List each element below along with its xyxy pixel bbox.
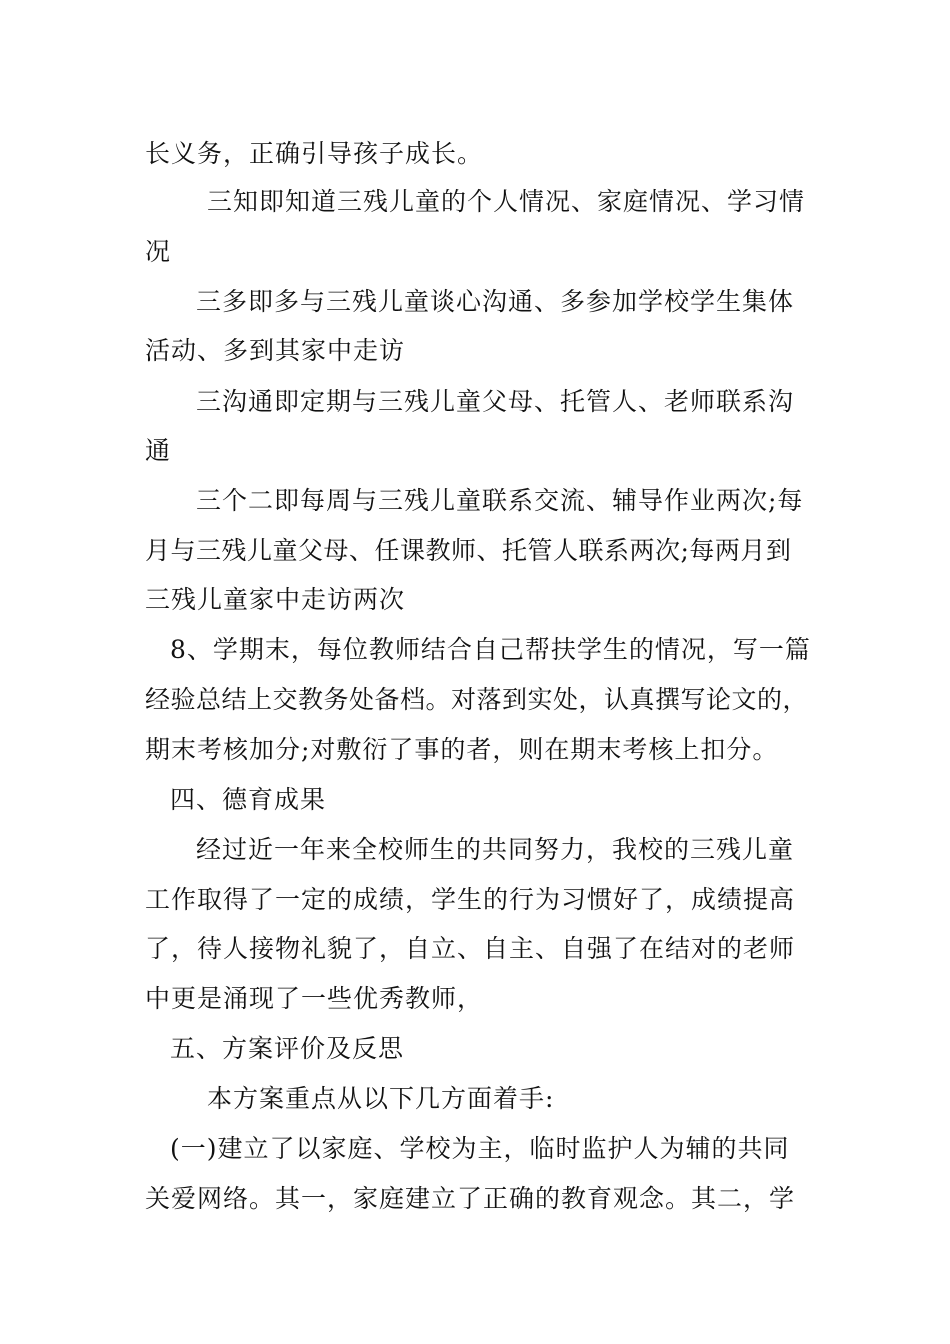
text-line: 关爱网络。其一，家庭建立了正确的教育观念。其二，学 xyxy=(145,1184,796,1213)
text-line: 本方案重点从以下几方面着手: xyxy=(207,1084,555,1113)
text-line: 三沟通即定期与三残儿童父母、托管人、老师联系沟 xyxy=(196,387,795,416)
text-line: 了，待人接物礼貌了，自立、自主、自强了在结对的老师 xyxy=(145,934,796,963)
text-line: 经验总结上交教务处备档。对落到实处，认真撰写论文的， xyxy=(145,685,809,714)
text-line: 通 xyxy=(145,436,172,465)
section-heading: 五、方案评价及反思 xyxy=(170,1034,405,1063)
text-line: 8、学期末，每位教师结合自己帮扶学生的情况，写一篇 xyxy=(170,635,811,664)
text-line: 月与三残儿童父母、任课教师、托管人联系两次;每两月到 xyxy=(145,536,792,565)
text-line: 三多即多与三残儿童谈心沟通、多参加学校学生集体 xyxy=(196,287,795,316)
section-heading: 四、德育成果 xyxy=(170,785,327,814)
text-line: 三知即知道三残儿童的个人情况、家庭情况、学习情 xyxy=(207,187,806,216)
text-line: 工作取得了一定的成绩，学生的行为习惯好了，成绩提高 xyxy=(145,885,796,914)
text-line: 三个二即每周与三残儿童联系交流、辅导作业两次;每 xyxy=(196,486,804,515)
text-line: 况 xyxy=(145,237,172,266)
text-line: 三残儿童家中走访两次 xyxy=(145,585,406,614)
text-line: 活动、多到其家中走访 xyxy=(145,336,406,365)
text-line: 长义务，正确引导孩子成长。 xyxy=(145,139,484,168)
text-line: (一)建立了以家庭、学校为主，临时监护人为辅的共同 xyxy=(170,1134,790,1163)
text-line: 中更是涌现了一些优秀教师， xyxy=(145,984,484,1013)
text-line: 经过近一年来全校师生的共同努力，我校的三残儿童 xyxy=(196,835,795,864)
text-line: 期末考核加分;对敷衍了事的者，则在期末考核上扣分。 xyxy=(145,735,779,764)
